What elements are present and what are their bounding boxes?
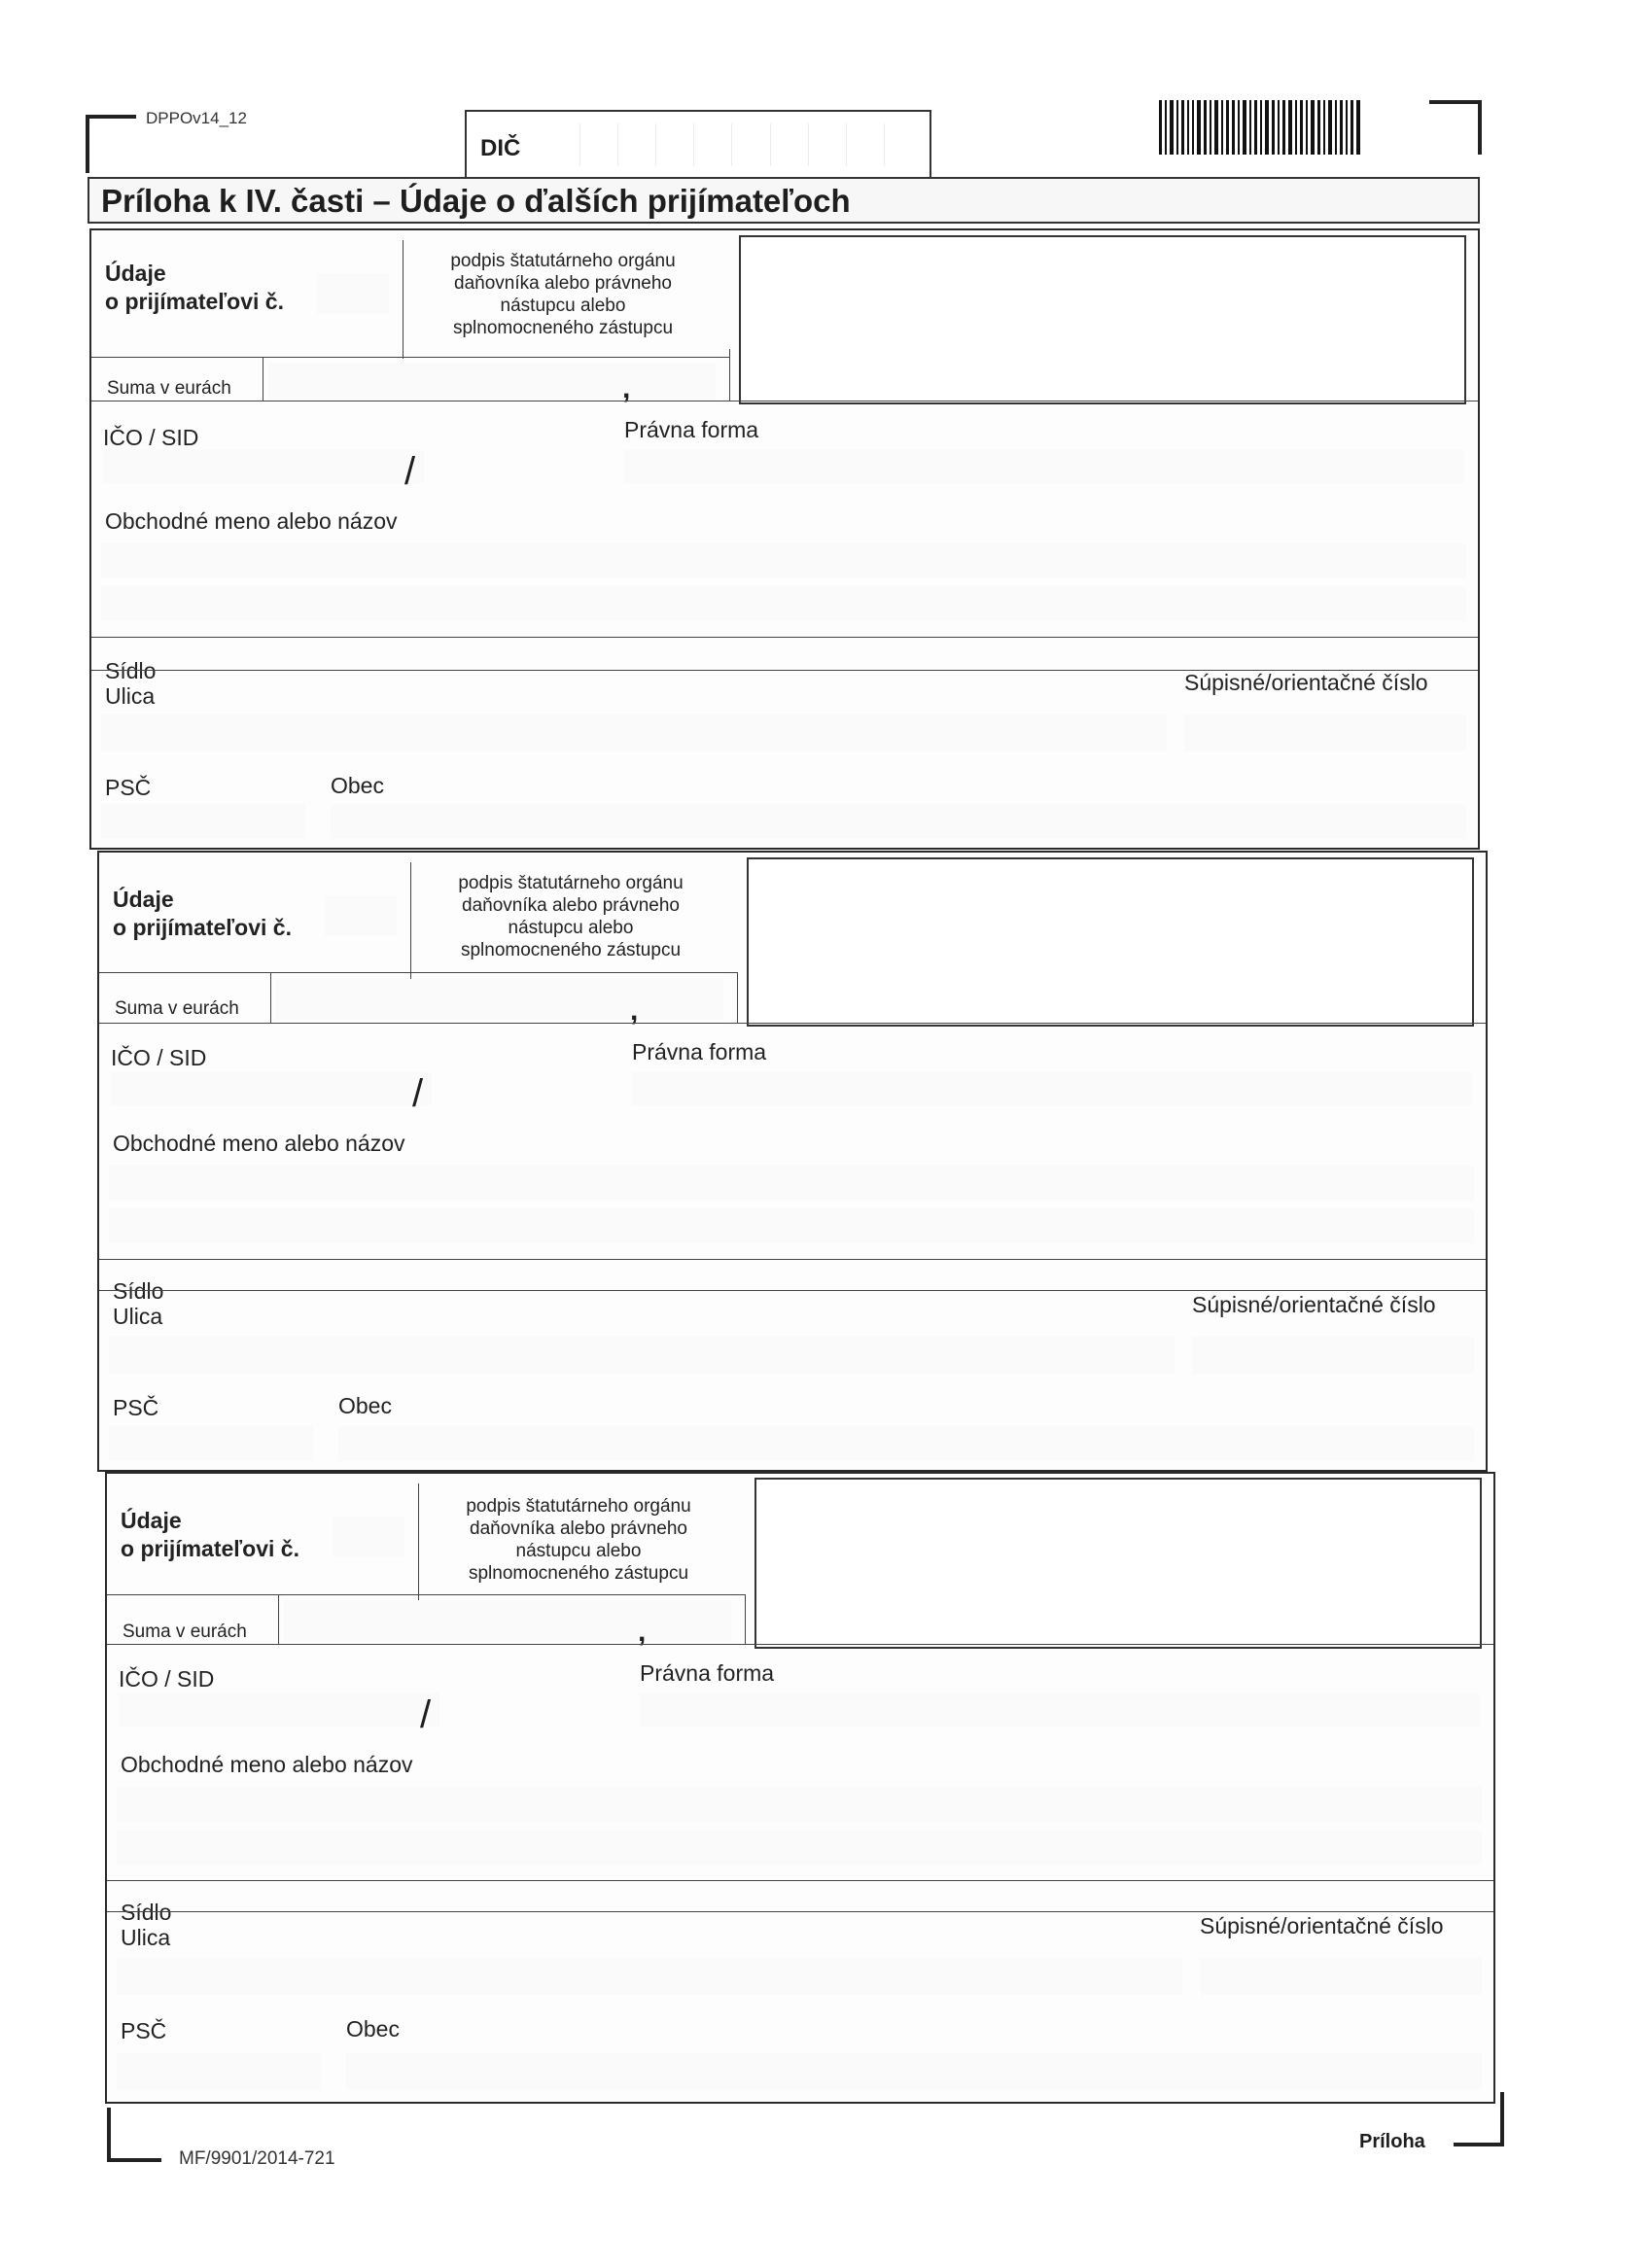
corner-mark-bottom-left (107, 2108, 161, 2162)
name-input-line-1[interactable] (117, 1787, 1482, 1822)
form-reference: MF/9901/2014-721 (179, 2148, 335, 2169)
legal-form-input[interactable] (632, 1072, 1472, 1105)
recipient-label: Údaje o prijímateľovi č. (105, 261, 284, 314)
ico-label: IČO / SID (111, 1045, 207, 1070)
signature-label: podpis štatutárneho orgánu daňovníka alebo právneho nástupcu alebo splnomocneného zástupcu (450, 251, 676, 338)
street-label: Ulica (113, 1304, 163, 1329)
ico-separator: / (420, 1693, 432, 1736)
name-input-line-2[interactable] (109, 1208, 1474, 1243)
street-input[interactable] (101, 715, 1167, 751)
ico-input[interactable] (103, 450, 424, 483)
name-input-line-1[interactable] (101, 543, 1466, 578)
city-input[interactable] (346, 2053, 1482, 2090)
city-label: Obec (346, 2016, 400, 2041)
street-input[interactable] (117, 1958, 1182, 1995)
number-input[interactable] (1192, 1337, 1474, 1374)
amount-separator: , (638, 1616, 647, 1648)
recipient-label: Údaje o prijímateľovi č. (113, 887, 292, 940)
title-bar (88, 177, 1480, 224)
recipient-number-input[interactable] (317, 273, 389, 314)
barcode (1159, 100, 1388, 155)
legal-form-input[interactable] (624, 450, 1464, 483)
legal-form-input[interactable] (640, 1693, 1480, 1727)
zip-input[interactable] (101, 804, 305, 839)
number-label: Súpisné/orientačné číslo (1184, 670, 1428, 695)
amount-separator: , (630, 994, 639, 1027)
page-title: Príloha k IV. časti – Údaje o ďalších prijímateľoch (101, 183, 851, 219)
recipient-number-input[interactable] (333, 1517, 404, 1557)
ico-input[interactable] (119, 1693, 439, 1727)
form-code: DPPOv14_12 (146, 109, 247, 127)
recipient-number-input[interactable] (325, 895, 397, 936)
city-label: Obec (338, 1393, 392, 1418)
signature-label: podpis štatutárneho orgánu daňovníka alebo právneho nástupcu alebo splnomocneného zástupcu (458, 873, 684, 960)
seat-label: Sídlo (105, 658, 157, 683)
name-input-line-2[interactable] (101, 586, 1466, 621)
city-input[interactable] (331, 804, 1466, 839)
name-label: Obchodné meno alebo názov (105, 508, 398, 534)
zip-label: PSČ (121, 2018, 167, 2043)
city-input[interactable] (338, 1426, 1474, 1461)
recipient-section-3 (105, 1472, 1495, 2104)
amount-label: Suma v eurách (107, 378, 231, 399)
street-label: Ulica (105, 683, 156, 709)
dic-label: DIČ (480, 135, 521, 161)
name-label: Obchodné meno alebo názov (113, 1131, 405, 1156)
name-input-line-2[interactable] (117, 1830, 1482, 1865)
amount-input[interactable] (268, 363, 716, 400)
corner-mark-top-left (86, 115, 136, 173)
recipient-section-1 (89, 228, 1480, 850)
signature-label: podpis štatutárneho orgánu daňovníka alebo právneho nástupcu alebo splnomocneného zástupcu (466, 1496, 691, 1584)
ico-label: IČO / SID (119, 1666, 215, 1692)
ico-label: IČO / SID (103, 425, 199, 450)
legal-form-label: Právna forma (624, 417, 759, 442)
signature-box[interactable] (747, 857, 1474, 1027)
number-input[interactable] (1184, 715, 1466, 751)
ico-separator: / (412, 1072, 424, 1115)
number-input[interactable] (1200, 1958, 1482, 1995)
signature-box[interactable] (739, 235, 1466, 404)
dic-field[interactable] (465, 110, 931, 180)
amount-separator: , (622, 372, 631, 404)
seat-label: Sídlo (121, 1900, 172, 1925)
recipient-label: Údaje o prijímateľovi č. (121, 1508, 299, 1561)
ico-input[interactable] (111, 1072, 432, 1105)
ico-separator: / (404, 450, 416, 493)
zip-input[interactable] (117, 2053, 321, 2090)
amount-input[interactable] (284, 1600, 731, 1641)
dic-cells (543, 123, 922, 166)
number-label: Súpisné/orientačné číslo (1200, 1913, 1444, 1938)
legal-form-label: Právna forma (640, 1660, 775, 1686)
name-label: Obchodné meno alebo názov (121, 1752, 413, 1777)
amount-label: Suma v eurách (123, 1622, 247, 1642)
seat-label: Sídlo (113, 1278, 164, 1304)
zip-label: PSČ (105, 775, 152, 800)
zip-label: PSČ (113, 1395, 159, 1420)
name-input-line-1[interactable] (109, 1166, 1474, 1201)
amount-input[interactable] (276, 979, 723, 1020)
city-label: Obec (331, 773, 384, 798)
recipient-section-2 (97, 851, 1488, 1472)
corner-mark-top-right (1429, 100, 1482, 155)
number-label: Súpisné/orientačné číslo (1192, 1292, 1436, 1317)
signature-box[interactable] (754, 1478, 1482, 1649)
street-input[interactable] (109, 1337, 1175, 1374)
zip-input[interactable] (109, 1426, 313, 1461)
page-label: Príloha (1359, 2131, 1425, 2152)
street-label: Ulica (121, 1925, 171, 1950)
legal-form-label: Právna forma (632, 1039, 767, 1064)
amount-label: Suma v eurách (115, 998, 239, 1019)
